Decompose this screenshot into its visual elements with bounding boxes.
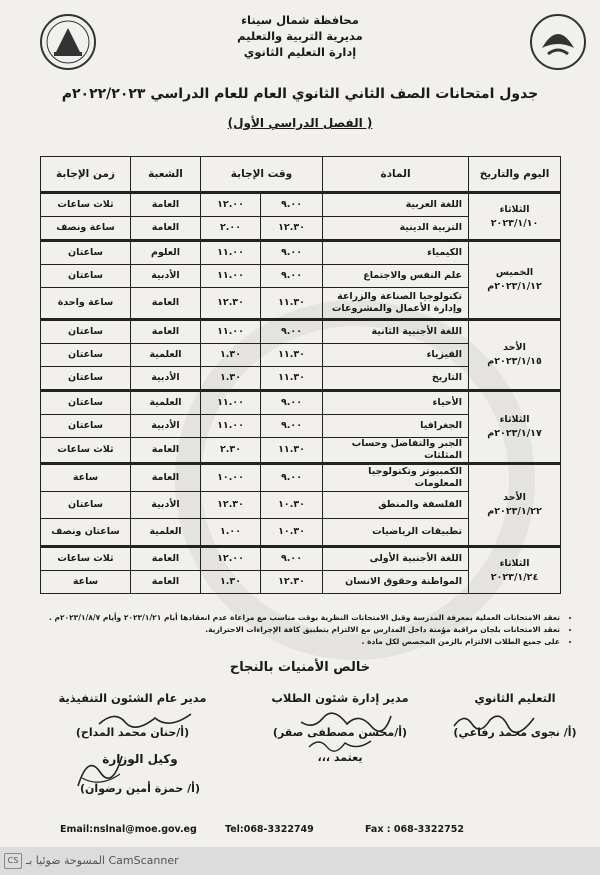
duration-cell: ساعتان bbox=[41, 241, 131, 265]
subject-cell: الكمبيوتر وتكنولوجيا المعلومات bbox=[323, 464, 469, 492]
day-cell: الثلاثاء ٢٠٢٣/١/٢٤ bbox=[469, 547, 561, 594]
branch-cell: الأدبية bbox=[131, 415, 201, 438]
subject-cell: اللغة العربية bbox=[323, 193, 469, 217]
directorate-name: مديرية التربية والتعليم bbox=[237, 29, 363, 43]
branch-cell: العامة bbox=[131, 438, 201, 464]
subject-cell: تطبيقات الرياضيات bbox=[323, 519, 469, 547]
duration-cell: ساعة ونصف bbox=[41, 217, 131, 241]
time-to-cell: ١٠.٠٠ bbox=[201, 464, 261, 492]
day-cell: الأحد ٢٠٢٣/١/١٥م bbox=[469, 320, 561, 391]
subject-cell: اللغة الأجنبية الثانية bbox=[323, 320, 469, 344]
branch-cell: العلمية bbox=[131, 519, 201, 547]
camscanner-logo-icon: CS bbox=[4, 853, 22, 869]
branch-cell: العامة bbox=[131, 193, 201, 217]
duration-cell: ساعة bbox=[41, 571, 131, 594]
duration-cell: ثلاث ساعات bbox=[41, 438, 131, 464]
subject-cell: اللغة الأجنبية الأولى bbox=[323, 547, 469, 571]
table-row bbox=[41, 464, 561, 492]
signature-name: (أ/محسن مصطفى صقر) bbox=[272, 726, 408, 739]
day-cell: الأحد ٢٠٢٣/١/٢٢م bbox=[469, 464, 561, 547]
subject-cell: التربية الدينية bbox=[323, 217, 469, 241]
time-from-cell: ٩.٠٠ bbox=[261, 547, 323, 571]
time-from-cell: ١٠.٣٠ bbox=[261, 519, 323, 547]
day-cell: الثلاثاء ٢٠٢٣/١/١٧م bbox=[469, 391, 561, 464]
subject-cell: التاريخ bbox=[323, 367, 469, 391]
contact-email: Email:nslnal@moe.gov.eg bbox=[60, 824, 197, 835]
branch-cell: العلوم bbox=[131, 241, 201, 265]
time-to-cell: ١٢.٠٠ bbox=[201, 547, 261, 571]
time-to-cell: ١٢.٣٠ bbox=[201, 492, 261, 519]
branch-cell: الأدبية bbox=[131, 265, 201, 288]
contact-phone: Tel:068-3322749 bbox=[225, 824, 314, 835]
scanner-footer bbox=[0, 847, 600, 875]
note-item: • على جميع الطلاب الالتزام بالزمن المخصص لكل مادة . bbox=[40, 636, 560, 648]
day-cell: الثلاثاء ٢٠٢٣/١/١٠ bbox=[469, 193, 561, 241]
time-from-cell: ١١.٣٠ bbox=[261, 344, 323, 367]
time-from-cell: ١٢.٣٠ bbox=[261, 217, 323, 241]
table-header-row bbox=[41, 157, 561, 193]
duration-cell: ساعة bbox=[41, 464, 131, 492]
note-item: • تعقد الامتحانات بلجان مراقبة مؤمنة داخل المدارس مع الالتزام بتطبيق كافة الإجراءات الاحترازية. bbox=[40, 624, 560, 636]
duration-cell: ساعتان bbox=[41, 265, 131, 288]
handwritten-signature-icon bbox=[95, 708, 195, 732]
header-branch: الشعبة bbox=[131, 157, 201, 193]
time-to-cell: ١١.٠٠ bbox=[201, 320, 261, 344]
time-from-cell: ١١.٣٠ bbox=[261, 288, 323, 320]
duration-cell: ساعة واحدة bbox=[41, 288, 131, 320]
signature-name: (أ/ نجوى محمد رفاعي) bbox=[453, 726, 577, 739]
time-from-cell: ١٢.٣٠ bbox=[261, 571, 323, 594]
subject-cell: الفيزياء bbox=[323, 344, 469, 367]
time-from-cell: ٩.٠٠ bbox=[261, 391, 323, 415]
closing-wishes: خالص الأمنيات بالنجاح bbox=[229, 660, 371, 675]
time-to-cell: ١.٠٠ bbox=[201, 519, 261, 547]
duration-cell: ساعتان bbox=[41, 391, 131, 415]
duration-cell: ساعتان bbox=[41, 415, 131, 438]
day-cell: الخميس ٢٠٢٣/١/١٢م bbox=[469, 241, 561, 320]
header-day: اليوم والتاريخ bbox=[469, 157, 561, 193]
notes-list bbox=[40, 612, 574, 648]
handwritten-signature-icon bbox=[450, 708, 540, 734]
subject-cell: الجغرافيا bbox=[323, 415, 469, 438]
subject-cell: المواطنة وحقوق الانسان bbox=[323, 571, 469, 594]
branch-cell: الأدبية bbox=[131, 492, 201, 519]
time-from-cell: ٩.٠٠ bbox=[261, 464, 323, 492]
time-to-cell: ١٢.٠٠ bbox=[201, 193, 261, 217]
time-to-cell: ١.٣٠ bbox=[201, 344, 261, 367]
time-from-cell: ٩.٠٠ bbox=[261, 320, 323, 344]
time-to-cell: ١١.٠٠ bbox=[201, 391, 261, 415]
scanner-watermark-text: CamScanner المسوحة ضوئيا بـ bbox=[26, 854, 179, 867]
signature-title: التعليم الثانوي bbox=[474, 691, 556, 705]
header-subject: المادة bbox=[323, 157, 469, 193]
time-to-cell: ١١.٠٠ bbox=[201, 241, 261, 265]
time-from-cell: ١١.٣٠ bbox=[261, 438, 323, 464]
branch-cell: العلمية bbox=[131, 391, 201, 415]
time-to-cell: ١٢.٣٠ bbox=[201, 288, 261, 320]
exam-schedule-table bbox=[40, 156, 561, 594]
branch-cell: الأدبية bbox=[131, 367, 201, 391]
table-row bbox=[41, 241, 561, 265]
time-to-cell: ١.٣٠ bbox=[201, 367, 261, 391]
time-from-cell: ٩.٠٠ bbox=[261, 241, 323, 265]
time-from-cell: ٩.٠٠ bbox=[261, 415, 323, 438]
branch-cell: العامة bbox=[131, 547, 201, 571]
signature-title: مدير عام الشئون التنفيذية bbox=[58, 691, 207, 705]
signature-title: مدير إدارة شئون الطلاب bbox=[271, 691, 409, 705]
time-to-cell: ٢.٣٠ bbox=[201, 438, 261, 464]
subject-cell: علم النفس والاجتماع bbox=[323, 265, 469, 288]
table-row bbox=[41, 547, 561, 571]
table-row bbox=[41, 391, 561, 415]
subject-cell: الكيمياء bbox=[323, 241, 469, 265]
header-duration: زمن الإجابة bbox=[41, 157, 131, 193]
table-row bbox=[41, 193, 561, 217]
time-to-cell: ١.٣٠ bbox=[201, 571, 261, 594]
branch-cell: العامة bbox=[131, 571, 201, 594]
department-name: إدارة التعليم الثانوي bbox=[243, 45, 357, 59]
time-to-cell: ١١.٠٠ bbox=[201, 415, 261, 438]
time-to-cell: ٢.٠٠ bbox=[201, 217, 261, 241]
signature-name: (أ/ حمزة أمين رضوان) bbox=[80, 782, 200, 795]
duration-cell: ساعتان bbox=[41, 344, 131, 367]
header-time: وقت الإجابة bbox=[201, 157, 323, 193]
handwritten-date-icon bbox=[305, 735, 375, 753]
branch-cell: العلمية bbox=[131, 344, 201, 367]
document-header bbox=[190, 12, 410, 60]
time-from-cell: ١٠.٣٠ bbox=[261, 492, 323, 519]
page-subtitle: ( الفصل الدراسي الأول) bbox=[227, 116, 373, 130]
handwritten-signature-icon bbox=[295, 708, 395, 734]
time-from-cell: ٩.٠٠ bbox=[261, 265, 323, 288]
time-to-cell: ١١.٠٠ bbox=[201, 265, 261, 288]
governorate-name: محافظة شمال سيناء bbox=[241, 13, 359, 27]
time-from-cell: ١١.٣٠ bbox=[261, 367, 323, 391]
duration-cell: ثلاث ساعات bbox=[41, 547, 131, 571]
duration-cell: ساعتان ونصف bbox=[41, 519, 131, 547]
duration-cell: ساعتان bbox=[41, 492, 131, 519]
time-from-cell: ٩.٠٠ bbox=[261, 193, 323, 217]
branch-cell: العامة bbox=[131, 320, 201, 344]
note-item: • تعقد الامتحانات العملية بمعرفة المدرسة وقبل الامتحانات النظرية بوقت مناسب مع مراعاة عدم انعقادها أيام ٢٠٢٣/١/٢١ وأيام ٢٠٢٣/١/٨/٧م . bbox=[40, 612, 560, 624]
contact-fax: Fax : 068-3322752 bbox=[365, 824, 464, 835]
signature-name: (أ/حنان محمد المداح) bbox=[75, 726, 190, 739]
branch-cell: العامة bbox=[131, 464, 201, 492]
duration-cell: ساعتان bbox=[41, 367, 131, 391]
approval-text: يعتمد ،،، bbox=[317, 751, 363, 764]
subject-cell: الأحياء bbox=[323, 391, 469, 415]
branch-cell: العامة bbox=[131, 217, 201, 241]
subject-cell: تكنولوجيا الصناعة والزراعة وإدارة الأعمال والمشروعات bbox=[323, 288, 469, 320]
subject-cell: الفلسفة والمنطق bbox=[323, 492, 469, 519]
handwritten-signature-icon bbox=[70, 748, 130, 792]
duration-cell: ساعتان bbox=[41, 320, 131, 344]
branch-cell: العامة bbox=[131, 288, 201, 320]
governorate-logo-icon bbox=[528, 12, 588, 72]
directorate-logo-icon bbox=[38, 12, 98, 72]
signature-title: وكيل الوزارة bbox=[102, 752, 178, 766]
page-title: جدول امتحانات الصف الثاني الثانوي العام للعام الدراسي ٢٠٢٢/٢٠٢٣م bbox=[61, 86, 539, 102]
duration-cell: ثلاث ساعات bbox=[41, 193, 131, 217]
subject-cell: الجبر والتفاضل وحساب المثلثات bbox=[323, 438, 469, 464]
table-row bbox=[41, 320, 561, 344]
